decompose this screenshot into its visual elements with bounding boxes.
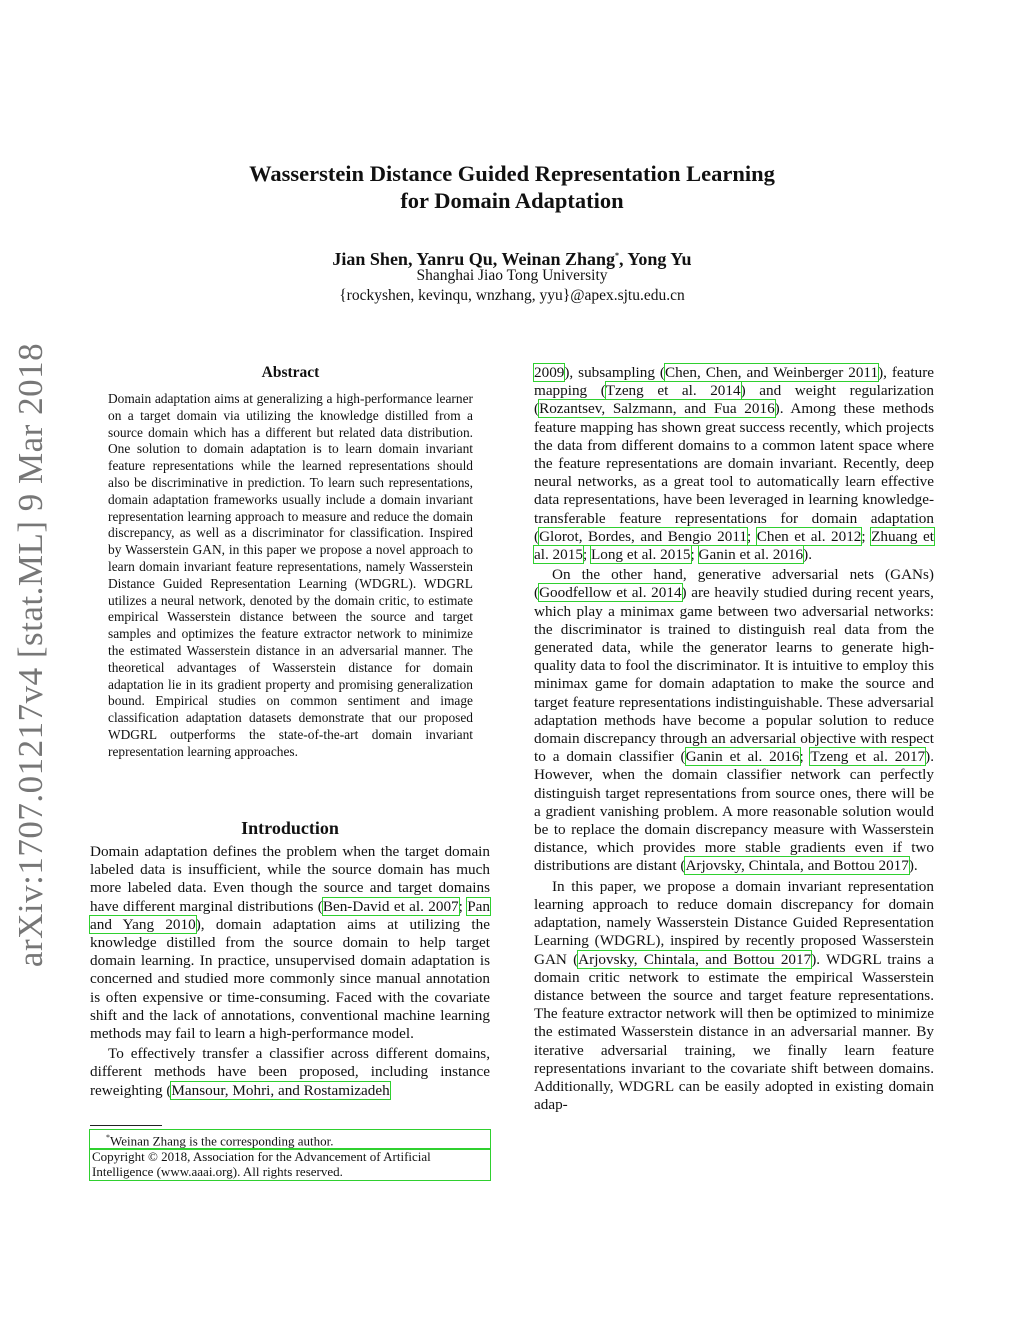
text-run: ) are heavily studied during recent years, which play a minimax game between two adversarial networks: the discriminator is trained to distinguish real data from the generated data, while the generator learns to generate high-quality data to fool the discriminator. It is intuitive to employ this minimax game for domain adaptation to make the source and target feature representations indistinguishable. These adversarial adaptation methods have become a popular solution to reduce domain discrepancy through an adversarial objective with respect to a domain classifier ( [534,584,934,766]
citation-link[interactable]: Goodfellow et al. 2014 [539,584,682,602]
citation-link[interactable]: Tzeng et al. 2014 [605,382,741,400]
text-run: ), domain adaptation aims at utilizing the knowledge distilled from the source domain to help target domain learning. In practice, unsupervised domain adaptation is concerned and studied more commonly since manual annotation is often expensive or time-consuming. Faced with the covariate shift and the lack of annotations, conventional machine learning methods may fail to learn a high-performance model. [90,915,490,1043]
authors-tail: , Yong Yu [619,249,692,269]
text-run: ; [458,897,468,915]
text-run: ; [582,546,591,564]
citation-link[interactable]: Ganin et al. 2016 [698,546,804,564]
citation-link[interactable]: Arjovsky, Chintala, and Bottou 2017 [685,857,909,875]
introduction-heading: Introduction [241,818,339,838]
intro-paragraph-1 [90,843,490,1043]
introduction-body [90,843,490,1102]
corresponding-author-footnote[interactable] [90,1130,490,1149]
text-run: ; [746,527,757,545]
arxiv-sidebar-stamp [6,342,56,968]
copyright-footnote[interactable]: Copyright © 2018, Association for the Advancement of Artificial Intelligence (www.aaai.org). All rights reserved. [90,1149,490,1180]
citation-link[interactable]: Zhuang et al. 2015 [534,527,934,564]
text-run: Domain adaptation defines the problem when the target domain labeled data is insufficient, while the source domain has much more labeled data. Even though the source and target domains have different marginal distributions ( [90,843,490,915]
title-line-1: Wasserstein Distance Guided Representation Learning [249,161,775,186]
text-run: ; [690,546,699,564]
citation-link[interactable]: Chen, Chen, and Weinberger 2011 [664,364,879,381]
citation-link[interactable]: Mansour, Mohri, and Rostamizadeh [171,1081,390,1099]
text-run: ). However, when the domain classifier network can perfectly distinguish target representations from source ones, there will be a gradient vanishing problem. A more reasonable solution would be to replace the domain discrepancy measure with Wasserstein distance, which provides more stable gradients even if two distributions are distant ( [534,748,934,875]
citation-link[interactable]: Tzeng et al. 2017 [810,748,926,766]
paper-title [0,160,1024,214]
text-run: ). [803,546,813,564]
text-run: ). [908,857,918,875]
right-column-body [534,364,934,1116]
text-run: ) and weight regularization ( [534,382,934,418]
footnotes [90,1130,490,1180]
text-run: ), subsampling ( [564,364,665,381]
abstract-body: Domain adaptation aims at generalizing a high-performance learner on a target domain via utilizing the knowledge distilled from a source domain which has a different but related data distribution. One solution to domain adaptation is to learn domain invariant feature representations while the learned representations should also be discriminative in prediction. To learn such representations, domain adaptation frameworks usually include a domain invariant representation learning approach to measure and reduce the domain discrepancy, as well as a discriminator for classification. Inspired by Wasserstein GAN, in this paper we propose a novel approach to learn domain invariant feature representations, namely Wasserstein Distance Guided Representation Learning (WDGRL). WDGRL utilizes a neural network, denoted by the domain critic, to estimate empirical Wasserstein distance between the source and target samples and optimizes the feature extractor network to minimize the estimated Wasserstein distance in an adversarial manner. The theoretical advantages of Wasserstein distance for domain adaptation lie in its gradient property and promising generalization bound. Empirical studies on common sentiment and image classification adaptation datasets demonstrate that our proposed WDGRL outperforms the state-of-the-art domain invariant representation learning approaches. [108,391,473,759]
authors-text: Jian Shen, Yanru Qu, Weinan Zhang [332,249,616,269]
citation-link[interactable]: 2009 [534,364,565,381]
text-run: ; [799,748,811,766]
text-run: ). WDGRL trains a domain critic network to estimate the empirical Wasserstein distance between the source and target feature representations. The feature extractor network will then be optimized to minimize the estimated Wasserstein distance in an adversarial manner. By iterative adversarial training, we finally learn feature representations invariant to the covariate shift between domains. Additionally, WDGRL can be easily adopted in existing domain adap- [534,950,934,1114]
author-star: * [615,251,620,260]
citation-link[interactable]: Rozantsev, Salzmann, and Fua 2016 [539,400,775,418]
text-run: ), feature mapping ( [534,364,935,400]
right-paragraph-2 [534,566,934,875]
right-paragraph-1 [534,364,934,564]
citation-link[interactable]: Chen et al. 2012 [756,527,862,545]
author-emails: {rockyshen, kevinqu, wnzhang, yyu}@apex.sjtu.edu.cn [339,287,685,304]
footnote-text: Weinan Zhang is the corresponding author. [110,1133,334,1149]
footnote-star: * [106,1133,110,1142]
abstract-heading: Abstract [261,364,320,381]
affiliation: Shanghai Jiao Tong University [416,267,608,284]
title-line-2: for Domain Adaptation [400,188,624,213]
text-run: In this paper, we propose a domain invariant representation learning approach to reduce domain discrepancy for domain adaptation, namely Wasserstein Distance Guided Representation Learning (WDGRL), inspired by recently proposed Wasserstein GAN ( [534,877,934,968]
footnote-rule [90,1125,162,1126]
citation-link[interactable]: Arjovsky, Chintala, and Bottou 2017 [578,950,812,968]
intro-paragraph-2 [90,1045,490,1100]
citation-link[interactable]: Ganin et al. 2016 [685,748,800,766]
citation-link[interactable]: Ben-David et al. 2007 [322,897,459,915]
arxiv-identifier: arXiv:1707.01217v4 [stat.ML] 9 Mar 2018 [11,342,50,968]
citation-link[interactable]: Glorot, Bordes, and Bengio 2011 [539,527,747,545]
text-run: On the other hand, generative adversarial nets (GANs) ( [534,566,934,602]
citation-link[interactable]: Pan and Yang 2010 [90,897,490,933]
text-run: ). Among these methods feature mapping has shown great success recently, which projects the data from different domains to a common latent space where the feature representations are domain invariant. Recently, deep neural networks, as a great tool to automatically learn effective data representations, have been leveraged in learning knowledge-transferable feature representations for domain adaptation ( [534,400,934,545]
right-paragraph-3 [534,878,934,1115]
text-run: ; [861,527,872,545]
text-run: To effectively transfer a classifier across different domains, different methods have been proposed, including instance reweighting ( [90,1045,490,1099]
citation-link[interactable]: Long et al. 2015 [590,546,691,564]
